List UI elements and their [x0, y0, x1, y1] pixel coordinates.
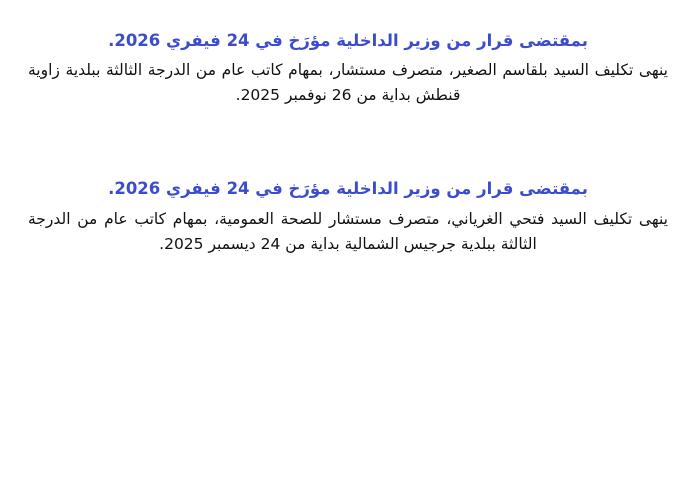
decree-entry-2	[22, 178, 674, 256]
decree-heading: بمقتضى قرار من وزير الداخلية مؤرَخ في 24 فيفري 2026.	[108, 31, 588, 50]
decree-heading: بمقتضى قرار من وزير الداخلية مؤرَخ في 24 فيفري 2026.	[108, 179, 588, 199]
section-spacer	[22, 142, 674, 178]
decree-entry-1	[22, 30, 674, 108]
decree-body: ينهى تكليف السيد بلقاسم الصغير، متصرف مستشار، بمهام كاتب عام من الدرجة الثالثة ببلدية زاوية قنطش بداية من 26 نوفمبر 2025.	[28, 61, 668, 105]
decree-body: ينهى تكليف السيد فتحي الغرياني، متصرف مستشار للصحة العمومية، بمهام كاتب عام من الدرجة الثالثة ببلدية جرجيس الشمالية بداية من 24 ديسمبر 2025.	[28, 209, 668, 253]
